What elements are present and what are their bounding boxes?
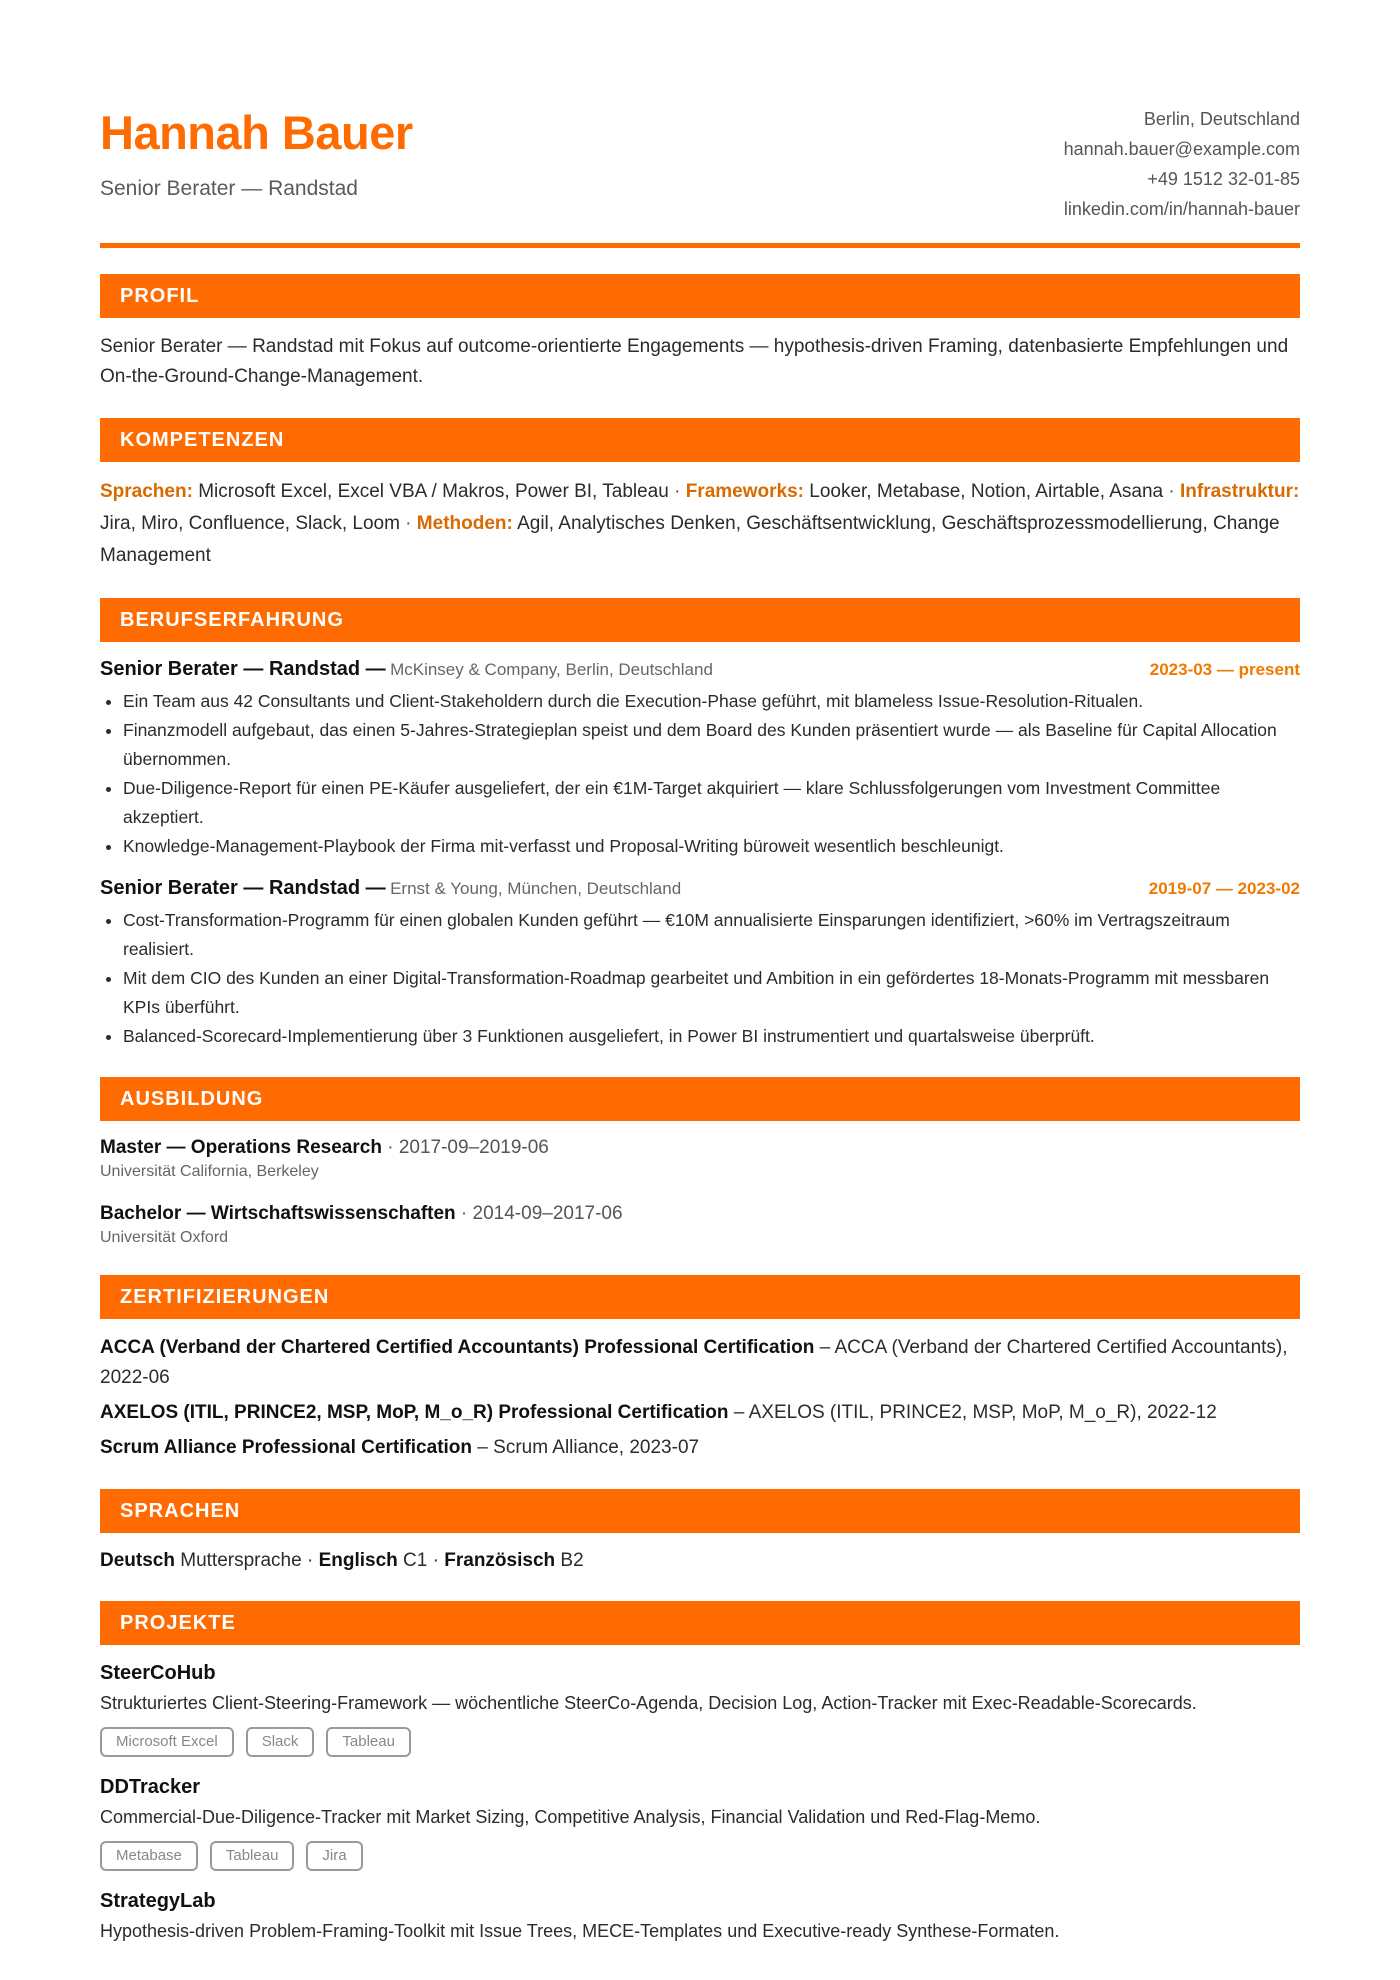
language-level: Muttersprache bbox=[174, 1550, 302, 1571]
job-entry bbox=[100, 658, 1300, 861]
certification-item bbox=[100, 1433, 1300, 1463]
skill-separator: · bbox=[1163, 481, 1180, 502]
job-bullet: • Ein Team aus 42 Consultants und Client-Stakeholdern durch die Execution-Phase geführt, mit blameless Issue-Resolution-Ritualen. bbox=[123, 687, 1300, 716]
resume-header bbox=[100, 104, 1300, 240]
education-dates: · 2014-09–2017-06 bbox=[455, 1203, 623, 1224]
certification-name: ACCA (Verband der Chartered Certified Accountants) Professional Certification bbox=[100, 1337, 815, 1358]
job-entry bbox=[100, 877, 1300, 1051]
job-role: Senior Berater — Randstad — bbox=[100, 877, 386, 899]
education-school: Universität Oxford bbox=[100, 1229, 229, 1246]
job-bullet: • Knowledge-Management-Playbook der Firma mit-verfasst und Proposal-Writing büroweit wesentlich beschleunigt. bbox=[123, 832, 1300, 861]
language-separator: · bbox=[427, 1550, 445, 1571]
education-line bbox=[100, 1201, 1300, 1227]
education-entry bbox=[100, 1201, 1300, 1249]
education-entry bbox=[100, 1135, 1300, 1183]
section-heading-projekte: PROJEKTE bbox=[100, 1601, 1300, 1645]
education-line bbox=[100, 1135, 1300, 1161]
education-school: Universität California, Berkeley bbox=[100, 1163, 319, 1180]
contact-block bbox=[1064, 104, 1300, 224]
job-bullet: • Cost-Transformation-Programm für einen globalen Kunden geführt — €10M annualisierte Einsparungen identifiziert, >60% im Vertragszeitraum realisiert. bbox=[123, 906, 1300, 964]
skill-category-values: Microsoft Excel, Excel VBA / Makros, Power BI, Tableau bbox=[192, 481, 669, 502]
job-bullet: • Due-Diligence-Report für einen PE-Käufer ausgeliefert, der ein €1M-Target akquiriert — klare Schlussfolgerungen vom Investment Committee akzeptiert. bbox=[123, 774, 1300, 832]
section-heading-kompetenzen: KOMPETENZEN bbox=[100, 418, 1300, 462]
project-description: Hypothesis-driven Problem-Framing-Toolkit mit Issue Trees, MECE-Templates und Executive-ready Synthese-Formaten. bbox=[100, 1921, 1060, 1941]
project-tag: Jira bbox=[306, 1841, 362, 1871]
project-name: DDTracker bbox=[100, 1776, 201, 1798]
job-company: Ernst & Young, München, Deutschland bbox=[390, 879, 682, 898]
education-dates: · 2017-09–2019-06 bbox=[381, 1137, 549, 1158]
skill-category-label: Frameworks: bbox=[685, 481, 804, 502]
identity-block bbox=[100, 104, 413, 202]
language-name: Deutsch bbox=[100, 1550, 175, 1571]
project-description: Strukturiertes Client-Steering-Framework — wöchentliche SteerCo-Agenda, Decision Log, Action-Tracker mit Exec-Readable-Scorecards. bbox=[100, 1693, 1197, 1713]
project-entry bbox=[100, 1773, 1300, 1871]
language-level: C1 bbox=[397, 1550, 428, 1571]
job-bullet: • Mit dem CIO des Kunden an einer Digital-Transformation-Roadmap gearbeitet und Ambition in ein gefördertes 18-Monats-Programm mit messbaren KPIs überführt. bbox=[123, 964, 1300, 1022]
language-level: B2 bbox=[555, 1550, 584, 1571]
certification-detail: – ACCA (Verband der Chartered Certified Accountants), 2022-06 bbox=[100, 1337, 1288, 1388]
section-heading-zertifizierungen: ZERTIFIZIERUNGEN bbox=[100, 1275, 1300, 1319]
skill-separator: · bbox=[399, 513, 417, 534]
profile-summary: Senior Berater — Randstad mit Fokus auf outcome-orientierte Engagements — hypothesis-driven Framing, datenbasierte Empfehlungen und On-the-Ground-Change-Management. bbox=[100, 336, 1289, 387]
job-role: Senior Berater — Randstad — bbox=[100, 658, 386, 680]
project-tag: Microsoft Excel bbox=[100, 1727, 234, 1757]
project-tags bbox=[100, 1841, 1300, 1871]
project-tag: Metabase bbox=[100, 1841, 198, 1871]
project-tag: Tableau bbox=[210, 1841, 295, 1871]
certification-name: AXELOS (ITIL, PRINCE2, MSP, MoP, M_o_R) Professional Certification bbox=[100, 1402, 729, 1423]
job-header bbox=[100, 877, 1300, 900]
education-degree: Master — Operations Research bbox=[100, 1137, 382, 1158]
certifications-list bbox=[100, 1333, 1300, 1463]
candidate-title: Senior Berater — Randstad bbox=[100, 177, 358, 200]
section-heading-profil: PROFIL bbox=[100, 274, 1300, 318]
contact-linkedin[interactable]: linkedin.com/in/hannah-bauer bbox=[1063, 199, 1300, 219]
job-bullets bbox=[100, 906, 1300, 1051]
skill-category-label: Methoden: bbox=[416, 513, 513, 534]
job-dates: 2023-03 — present bbox=[1149, 660, 1300, 679]
skills-paragraph bbox=[100, 476, 1300, 572]
language-name: Französisch bbox=[444, 1550, 556, 1571]
languages-line bbox=[100, 1547, 1300, 1575]
project-tag: Tableau bbox=[326, 1727, 411, 1757]
skill-category-values: Agil, Analytisches Denken, Geschäftsentwicklung, Geschäftsprozessmodellierung, Change Management bbox=[100, 513, 1280, 566]
job-dates: 2019-07 — 2023-02 bbox=[1148, 879, 1300, 898]
section-heading-berufserfahrung: BERUFSERFAHRUNG bbox=[100, 598, 1300, 642]
project-entry bbox=[100, 1659, 1300, 1757]
project-description: Commercial-Due-Diligence-Tracker mit Market Sizing, Competitive Analysis, Financial Validation und Red-Flag-Memo. bbox=[100, 1807, 1041, 1827]
contact-phone[interactable]: +49 1512 32-01-85 bbox=[1147, 169, 1300, 189]
project-name: StrategyLab bbox=[100, 1890, 216, 1912]
job-title-line bbox=[100, 877, 681, 900]
project-name: SteerCoHub bbox=[100, 1662, 216, 1684]
contact-location: Berlin, Deutschland bbox=[1143, 109, 1300, 129]
section-heading-sprachen: SPRACHEN bbox=[100, 1489, 1300, 1533]
skill-category-label: Infrastruktur: bbox=[1180, 481, 1300, 502]
certification-detail: – Scrum Alliance, 2023-07 bbox=[472, 1437, 700, 1458]
certification-detail: – AXELOS (ITIL, PRINCE2, MSP, MoP, M_o_R), 2022-12 bbox=[728, 1402, 1217, 1423]
job-title-line bbox=[100, 658, 713, 681]
job-bullet: • Finanzmodell aufgebaut, das einen 5-Jahres-Strategieplan speist und dem Board des Kunden präsentiert wurde — als Baseline für Capital Allocation übernommen. bbox=[123, 716, 1300, 774]
education-degree: Bachelor — Wirtschaftswissenschaften bbox=[100, 1203, 456, 1224]
language-name: Englisch bbox=[318, 1550, 398, 1571]
project-entry bbox=[100, 1887, 1300, 1945]
candidate-name: Hannah Bauer bbox=[100, 106, 413, 159]
language-separator: · bbox=[301, 1550, 319, 1571]
project-tags bbox=[100, 1727, 1300, 1757]
job-header bbox=[100, 658, 1300, 681]
skill-category-values: Looker, Metabase, Notion, Airtable, Asana bbox=[803, 481, 1164, 502]
section-heading-ausbildung: AUSBILDUNG bbox=[100, 1077, 1300, 1121]
job-bullet: • Balanced-Scorecard-Implementierung über 3 Funktionen ausgeliefert, in Power BI instrumentiert und quartalsweise überprüft. bbox=[123, 1022, 1300, 1051]
certification-name: Scrum Alliance Professional Certification bbox=[100, 1437, 473, 1458]
contact-email[interactable]: hannah.bauer@example.com bbox=[1063, 139, 1300, 159]
header-divider bbox=[100, 243, 1300, 248]
certification-item bbox=[100, 1398, 1300, 1428]
project-tag: Slack bbox=[246, 1727, 315, 1757]
job-bullets bbox=[100, 687, 1300, 861]
job-company: McKinsey & Company, Berlin, Deutschland bbox=[390, 660, 713, 679]
skill-category-label: Sprachen: bbox=[100, 481, 193, 502]
skill-category-values: Jira, Miro, Confluence, Slack, Loom bbox=[100, 513, 400, 534]
certification-item bbox=[100, 1333, 1300, 1393]
skill-separator: · bbox=[668, 481, 686, 502]
